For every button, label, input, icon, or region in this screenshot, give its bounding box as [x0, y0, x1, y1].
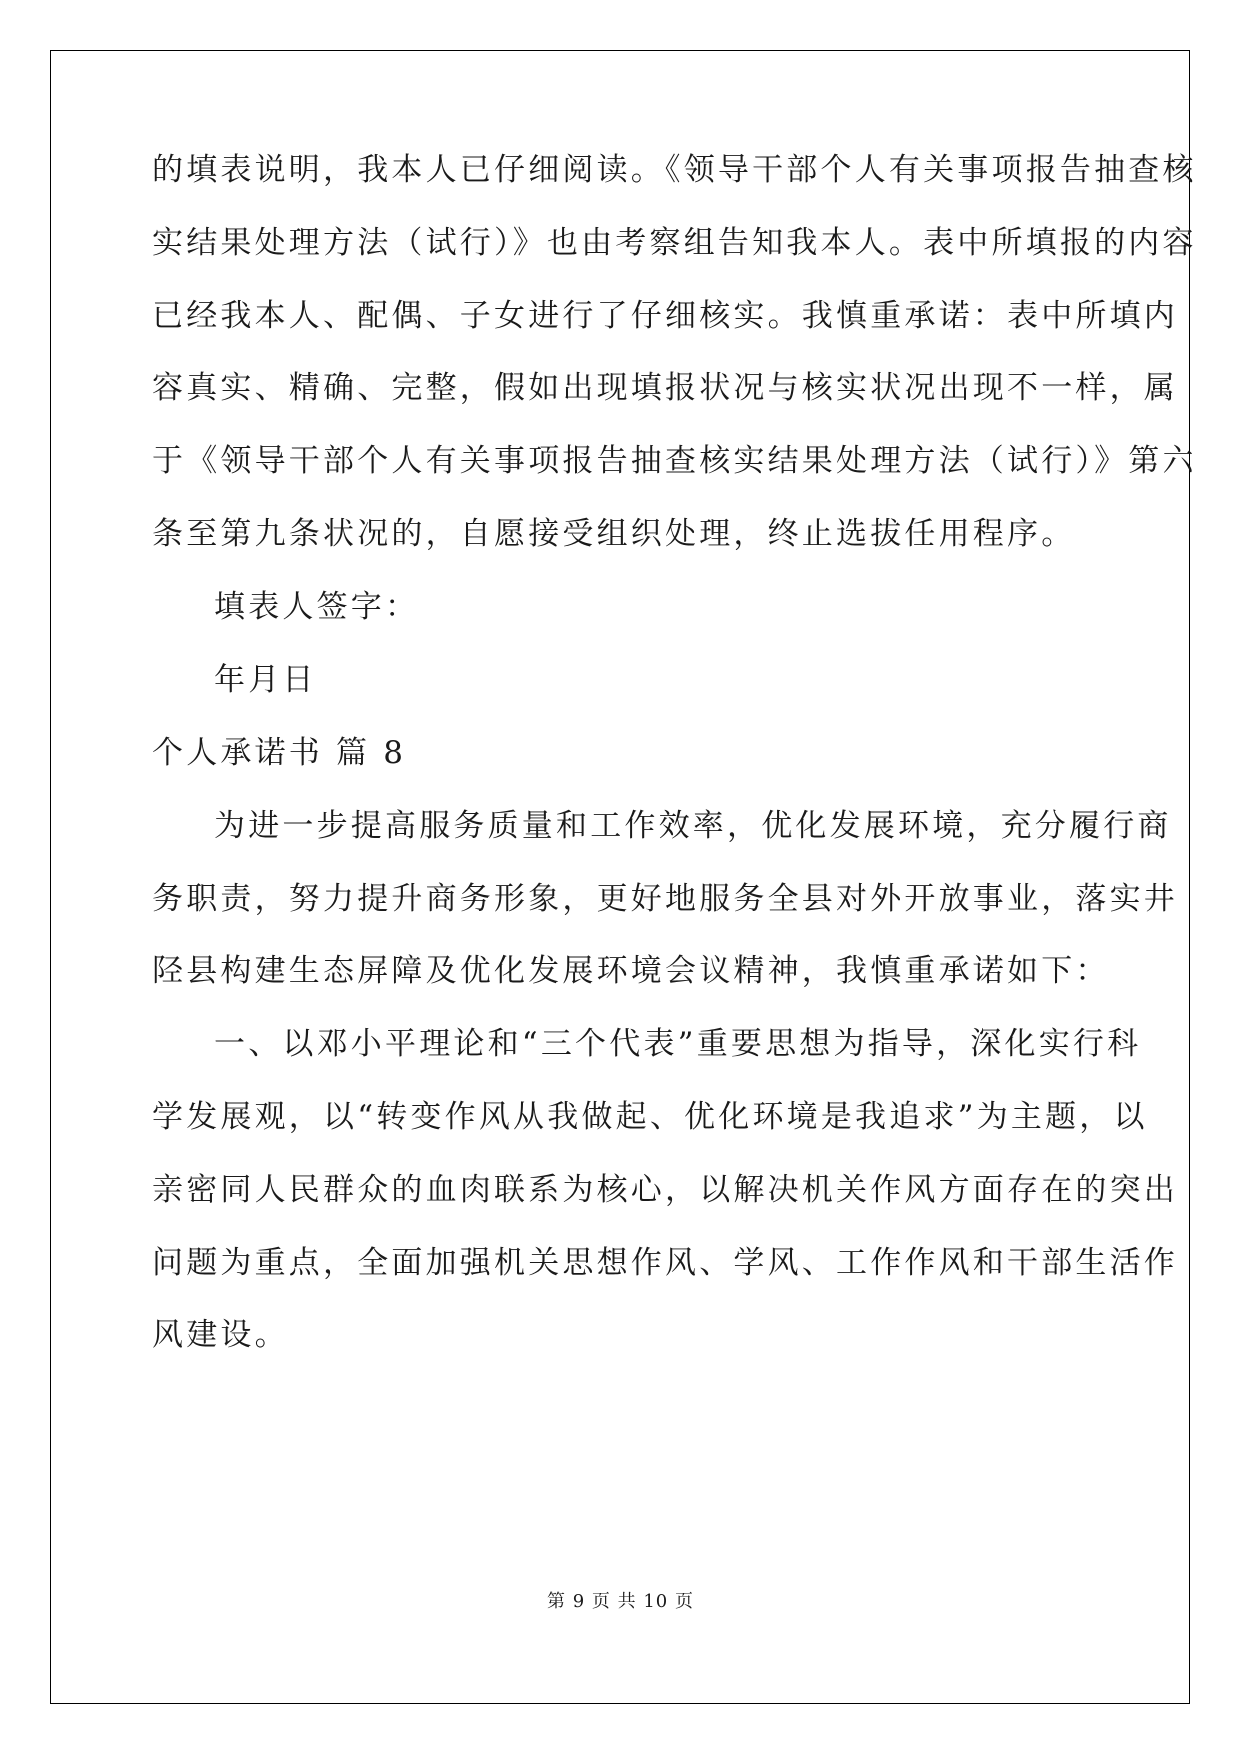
paragraph-line: 问题为重点，全面加强机关思想作风、学风、工作作风和干部生活作 [152, 1245, 1178, 1281]
paragraph-line: 学发展观，以“转变作风从我做起、优化环境是我追求”为主题，以 [152, 1099, 1148, 1135]
paragraph-line: 风建设。 [152, 1317, 289, 1353]
paragraph-line: 为进一步提高服务质量和工作效率，优化发展环境，充分履行商 [214, 808, 1172, 844]
paragraph-line: 陉县构建生态屏障及优化发展环境会议精神，我慎重承诺如下： [152, 953, 1110, 989]
paragraph-line: 的填表说明，我本人已仔细阅读。《领导干部个人有关事项报告抽查核 [152, 152, 1197, 188]
paragraph-line: 亲密同人民群众的血肉联系为核心，以解决机关作风方面存在的突出 [152, 1172, 1178, 1208]
paragraph-line: 已经我本人、配偶、子女进行了仔细核实。我慎重承诺：表中所填内 [152, 298, 1178, 334]
date-label: 年月日 [214, 662, 317, 698]
paragraph-line: 务职责，努力提升商务形象，更好地服务全县对外开放事业，落实井 [152, 881, 1178, 917]
signature-label: 填表人签字： [214, 589, 420, 625]
paragraph-line: 于《领导干部个人有关事项报告抽查核实结果处理方法（试行）》第六 [152, 443, 1197, 479]
page-number: 第 9 页 共 10 页 [547, 1591, 694, 1612]
paragraph-line: 一、以邓小平理论和“三个代表”重要思想为指导，深化实行科 [214, 1026, 1142, 1062]
paragraph-line: 容真实、精确、完整，假如出现填报状况与核实状况出现不一样，属 [152, 370, 1178, 406]
paragraph-line: 实结果处理方法（试行）》也由考察组告知我本人。表中所填报的内容 [152, 225, 1197, 261]
paragraph-line: 条至第九条状况的，自愿接受组织处理，终止选拔任用程序。 [152, 516, 1076, 552]
section-heading: 个人承诺书 篇 8 [152, 735, 407, 771]
